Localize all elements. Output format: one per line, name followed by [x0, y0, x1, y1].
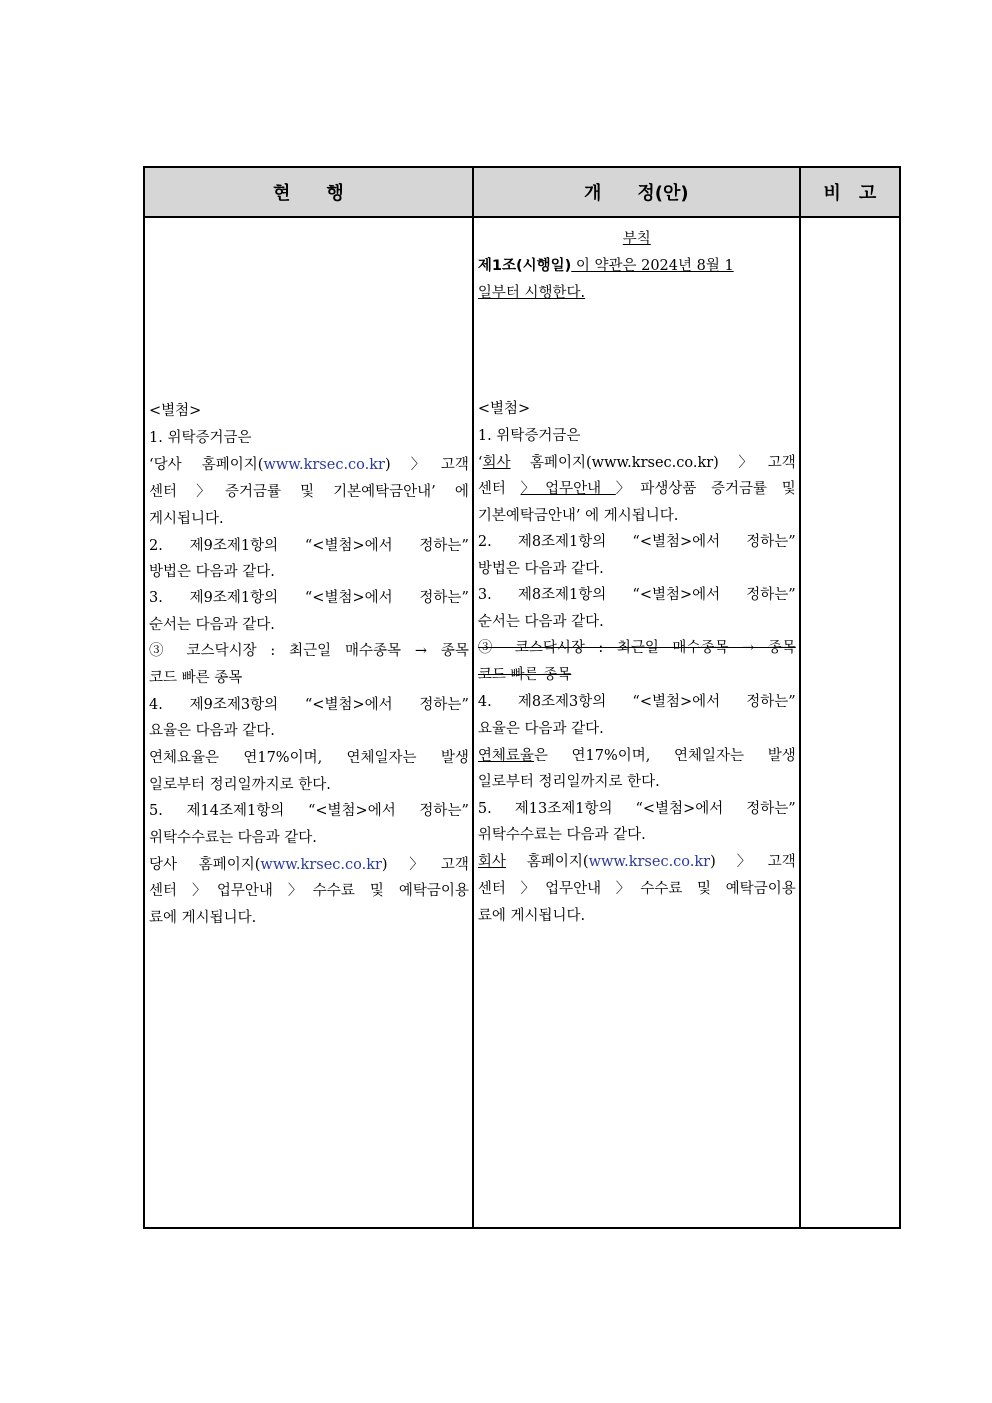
- revised-item4-line3: 연체료율은 연17%이며, 연체일자는 발생: [477, 748, 796, 764]
- revised-item3-sub-line2: 코드 빠른 종목: [477, 667, 572, 683]
- current-item1: 1. 위탁증거금은: [149, 430, 252, 446]
- revised-item1: 1. 위탁증거금은: [477, 428, 581, 444]
- header-current: 현 행: [144, 167, 473, 217]
- revised-item4-line2: 요율은 다음과 같다.: [477, 721, 604, 737]
- revised-article1-label: 제1조(시행일): [477, 258, 572, 274]
- note-cell: [800, 217, 900, 1228]
- revised-item5-line4: 센터 〉업무안내 〉수수료 및 예탁금이용: [477, 881, 796, 897]
- current-item4-line3: 연체요율은 연17%이며, 연체일자는 발생: [149, 750, 469, 766]
- revised-cell: [473, 217, 800, 1228]
- current-attach-title: <별첨>: [149, 403, 202, 419]
- current-item5-url: www.krsec.co.kr: [260, 857, 382, 873]
- revised-item5-line3: 회사 홈페이지(www.krsec.co.kr) 〉고객: [477, 854, 796, 870]
- current-item5-line2: 위탁수수료는 다음과 같다.: [149, 830, 317, 846]
- revised-item5-line1: 5. 제13조제1항의 “<별첨>에서 정하는”: [477, 801, 796, 817]
- revised-article1-line2: 일부터 시행한다.: [477, 285, 586, 301]
- body-row: [144, 217, 900, 1228]
- current-item3-line1: 3. 제9조제1항의 “<별첨>에서 정하는”: [149, 590, 469, 606]
- current-item1-url: www.krsec.co.kr: [263, 457, 385, 473]
- current-item4-line1: 4. 제9조제3항의 “<별첨>에서 정하는”: [149, 697, 469, 713]
- current-item2-line2: 방법은 다음과 같다.: [149, 564, 275, 580]
- current-item3-sub-line1: ③ 코스닥시장 : 최근일 매수종목 → 종목: [149, 643, 469, 659]
- current-item5-line1: 5. 제14조제1항의 “<별첨>에서 정하는”: [149, 803, 469, 819]
- revised-item3-line1: 3. 제8조제1항의 “<별첨>에서 정하는”: [477, 587, 796, 603]
- revised-attach-title: <별첨>: [477, 401, 531, 417]
- current-item1-line2: 센터 〉증거금률 및 기본예탁금안내’ 에: [149, 484, 469, 500]
- revised-supplement-title: 부칙: [622, 231, 651, 247]
- revised-item2-line1: 2. 제8조제1항의 “<별첨>에서 정하는”: [477, 534, 796, 550]
- revised-item5-line5: 료에 게시됩니다.: [477, 908, 586, 924]
- revised-item5-url: www.krsec.co.kr: [588, 854, 711, 870]
- current-item1-line3: 게시됩니다.: [149, 511, 224, 527]
- revised-item2-line2: 방법은 다음과 같다.: [477, 561, 604, 577]
- current-item4-line2: 요율은 다음과 같다.: [149, 723, 275, 739]
- current-item2-line1: 2. 제9조제1항의 “<별첨>에서 정하는”: [149, 538, 469, 554]
- revised-item3-line2: 순서는 다음과 같다.: [477, 614, 604, 630]
- revised-item1-line3: 기본예탁금안내’ 에 게시됩니다.: [477, 508, 679, 524]
- current-item4-line4: 일로부터 정리일까지로 한다.: [149, 777, 331, 793]
- current-item3-line2: 순서는 다음과 같다.: [149, 617, 275, 633]
- current-item3-sub-line2: 코드 빠른 종목: [149, 670, 243, 686]
- revision-comparison-table: [143, 166, 901, 1229]
- revised-item1-line2: 센터 〉업무안내 〉파생상품 증거금률 및: [477, 481, 796, 497]
- revised-item3-sub-line1: ③ 코스닥시장 : 최근일 매수종목 → 종목: [477, 640, 796, 656]
- header-revised: 개 정(안): [473, 167, 800, 217]
- current-item5-line5: 료에 게시됩니다.: [149, 910, 257, 926]
- revised-item1-line1: ‘회사 홈페이지(www.krsec.co.kr) 〉고객: [477, 455, 796, 471]
- header-note: 비 고: [800, 167, 900, 217]
- header-row: [144, 167, 900, 217]
- current-item1-line1: ‘당사 홈페이지(www.krsec.co.kr) 〉고객: [149, 457, 469, 473]
- current-cell: [144, 217, 473, 1228]
- revised-item4-line4: 일로부터 정리일까지로 한다.: [477, 774, 660, 790]
- revised-item5-line2: 위탁수수료는 다음과 같다.: [477, 827, 646, 843]
- revised-item4-line1: 4. 제8조제3항의 “<별첨>에서 정하는”: [477, 694, 796, 710]
- current-item5-line4: 센터 〉업무안내 〉수수료 및 예탁금이용: [149, 883, 469, 899]
- revised-article1-line1: 제1조(시행일) 이 약관은 2024년 8월 1: [477, 258, 734, 274]
- current-item5-line3: 당사 홈페이지(www.krsec.co.kr) 〉고객: [149, 857, 469, 873]
